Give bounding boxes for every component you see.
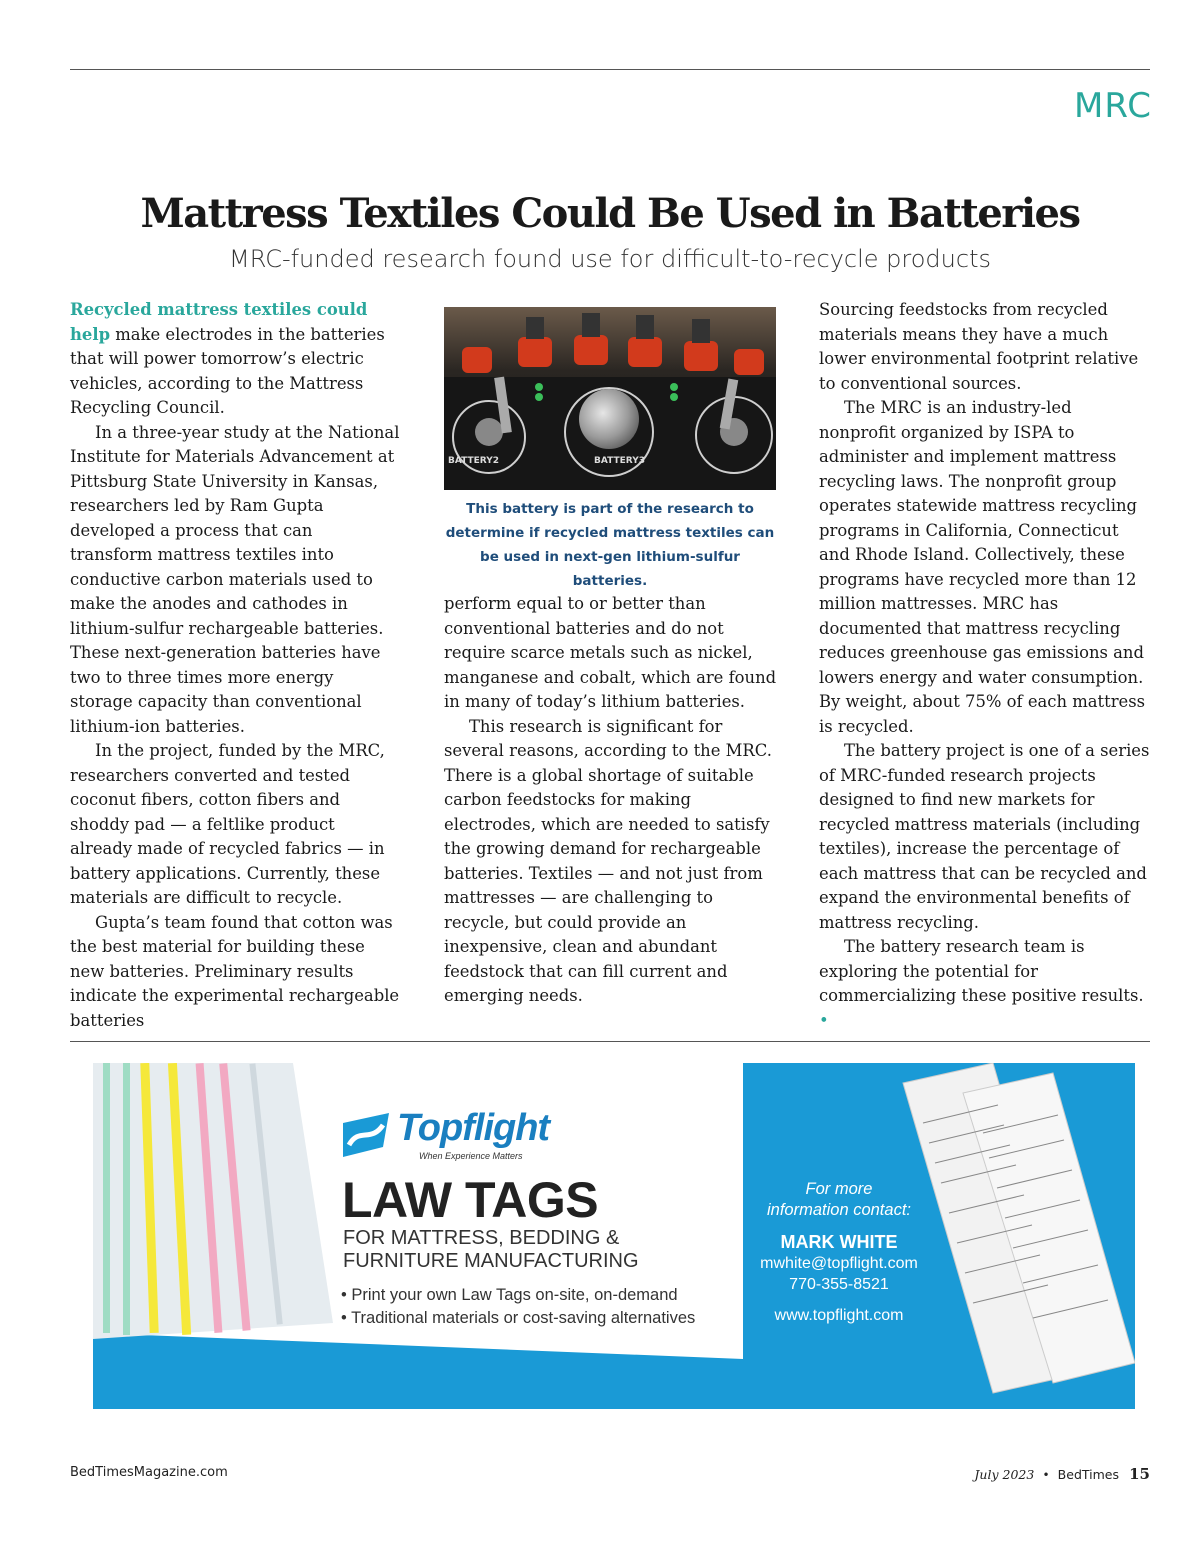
headline: Mattress Textiles Could Be Used in Batteries	[140, 190, 1080, 237]
subheadline: MRC-funded research found use for difficult-to-recycle products	[229, 245, 991, 273]
paragraph: In the project, funded by the MRC, researchers converted and tested coconut fibers, cotton fibers and shoddy pad — a feltlike product already made of recycled fabrics — in battery applications. Currently, these materials are difficult to recycle.	[70, 741, 385, 907]
paragraph: The battery project is one of a series of MRC-funded research projects designed to find new markets for recycled mattress materials (including textiles), increase the percentage of each mattress that can be recycled and expand the environmental benefits of mattress recycling.	[819, 741, 1150, 932]
folio-separator: •	[1042, 1468, 1050, 1482]
battery-photo	[444, 307, 776, 490]
paragraph	[70, 298, 400, 421]
page-number: 15	[1129, 1465, 1150, 1483]
top-rule	[70, 69, 1150, 70]
lead-in: Recycled mattress textiles could help	[70, 300, 368, 344]
paragraph-text: The battery research team is exploring the potential for commercializing these positive results.	[819, 937, 1144, 1005]
fabric-tape-stack	[93, 1063, 333, 1339]
ad-bullet-1: • Print your own Law Tags on-site, on-demand	[341, 1286, 678, 1304]
contact-block	[743, 1179, 935, 1326]
article-column-3	[819, 298, 1153, 1033]
contact-intro-line-2: information contact:	[767, 1201, 911, 1219]
end-mark: •	[819, 1010, 829, 1030]
paragraph: In a three-year study at the National Institute for Materials Advancement at Pittsburg State University in Kansas, researchers led by Ram Gupta developed a process that can transform mattress textiles into conductive carbon materials used to make the anodes and cathodes in lithium-sulfur rechargeable batteries. These next-generation batteries have two to three times more energy storage capacity than conventional lithium-ion batteries.	[70, 422, 400, 736]
topflight-advertisement[interactable]	[93, 1063, 1135, 1409]
ad-bullet-2: • Traditional materials or cost-saving alternatives	[341, 1309, 696, 1327]
paragraph: Sourcing feedstocks from recycled materials means they have a much lower environmental footprint relative to conventional sources.	[819, 300, 1139, 393]
paragraph: This research is significant for several reasons, according to the MRC. There is a global shortage of suitable carbon feedstocks for making electrodes, which are needed to satisfy the growing demand for rechargeable batteries. Textiles — and not just from mattresses — are challenging to recycle, but could provide an inexpensive, clean and abundant feedstock that can fill current and emerging needs.	[444, 716, 772, 1005]
section-tag: MRC	[1073, 86, 1152, 126]
contact-intro-line-1: For more	[805, 1180, 873, 1198]
article-column-2	[444, 592, 778, 1009]
brand-name: Topflight	[397, 1107, 550, 1149]
paragraph-text: make electrodes in the batteries that will power tomorrow’s electric vehicles, according to the Mattress Recycling Council.	[70, 324, 385, 417]
photo-label: BATTERY2	[448, 456, 499, 466]
ad-subtitle-line-1: FOR MATTRESS, BEDDING &	[343, 1227, 620, 1249]
paragraph: Gupta’s team found that cotton was the best material for building these new batteries. Preliminary results indicate the experimental rechargeable batteries	[70, 912, 400, 1030]
website-link[interactable]: www.topflight.com	[774, 1307, 904, 1324]
photo-caption: This battery is part of the research to determine if recycled mattress textiles can be used in next-gen lithium-sulfur batteries.	[445, 501, 775, 589]
issue-date: July 2023	[974, 1467, 1035, 1482]
contact-name: MARK WHITE	[780, 1232, 898, 1252]
brand-tagline: When Experience Matters	[419, 1151, 523, 1161]
magazine-name: BedTimes	[1057, 1467, 1119, 1482]
ad-title: LAW TAGS	[342, 1172, 599, 1228]
paragraph	[819, 935, 1153, 1033]
ad-divider-rule	[70, 1041, 1150, 1042]
topflight-logo[interactable]	[343, 1109, 583, 1165]
article-column-1	[70, 298, 400, 1033]
battery-illustration	[444, 307, 776, 490]
contact-email[interactable]: mwhite@topflight.com	[760, 1255, 918, 1272]
ad-subtitle-line-2: FURNITURE MANUFACTURING	[343, 1250, 639, 1272]
contact-phone[interactable]: 770-355-8521	[789, 1276, 889, 1293]
topflight-logo-icon	[343, 1113, 395, 1157]
paragraph: The MRC is an industry-led nonprofit organized by ISPA to administer and implement mattress recycling laws. The nonprofit group operates statewide mattress recycling programs in California, Connecticut and Rhode Island. Collectively, these programs have recycled more than 12 million mattresses. MRC has documented that mattress recycling reduces greenhouse gas emissions and lowers energy and water consumption. By weight, about 75% of each mattress is recycled.	[819, 398, 1146, 736]
footer-folio	[974, 1465, 1150, 1483]
footer-website[interactable]: BedTimesMagazine.com	[70, 1465, 228, 1480]
paragraph: perform equal to or better than conventional batteries and do not require scarce metals such as nickel, manganese and cobalt, which are found in many of today’s lithium batteries.	[444, 594, 777, 711]
photo-label: BATTERY3	[594, 456, 645, 466]
